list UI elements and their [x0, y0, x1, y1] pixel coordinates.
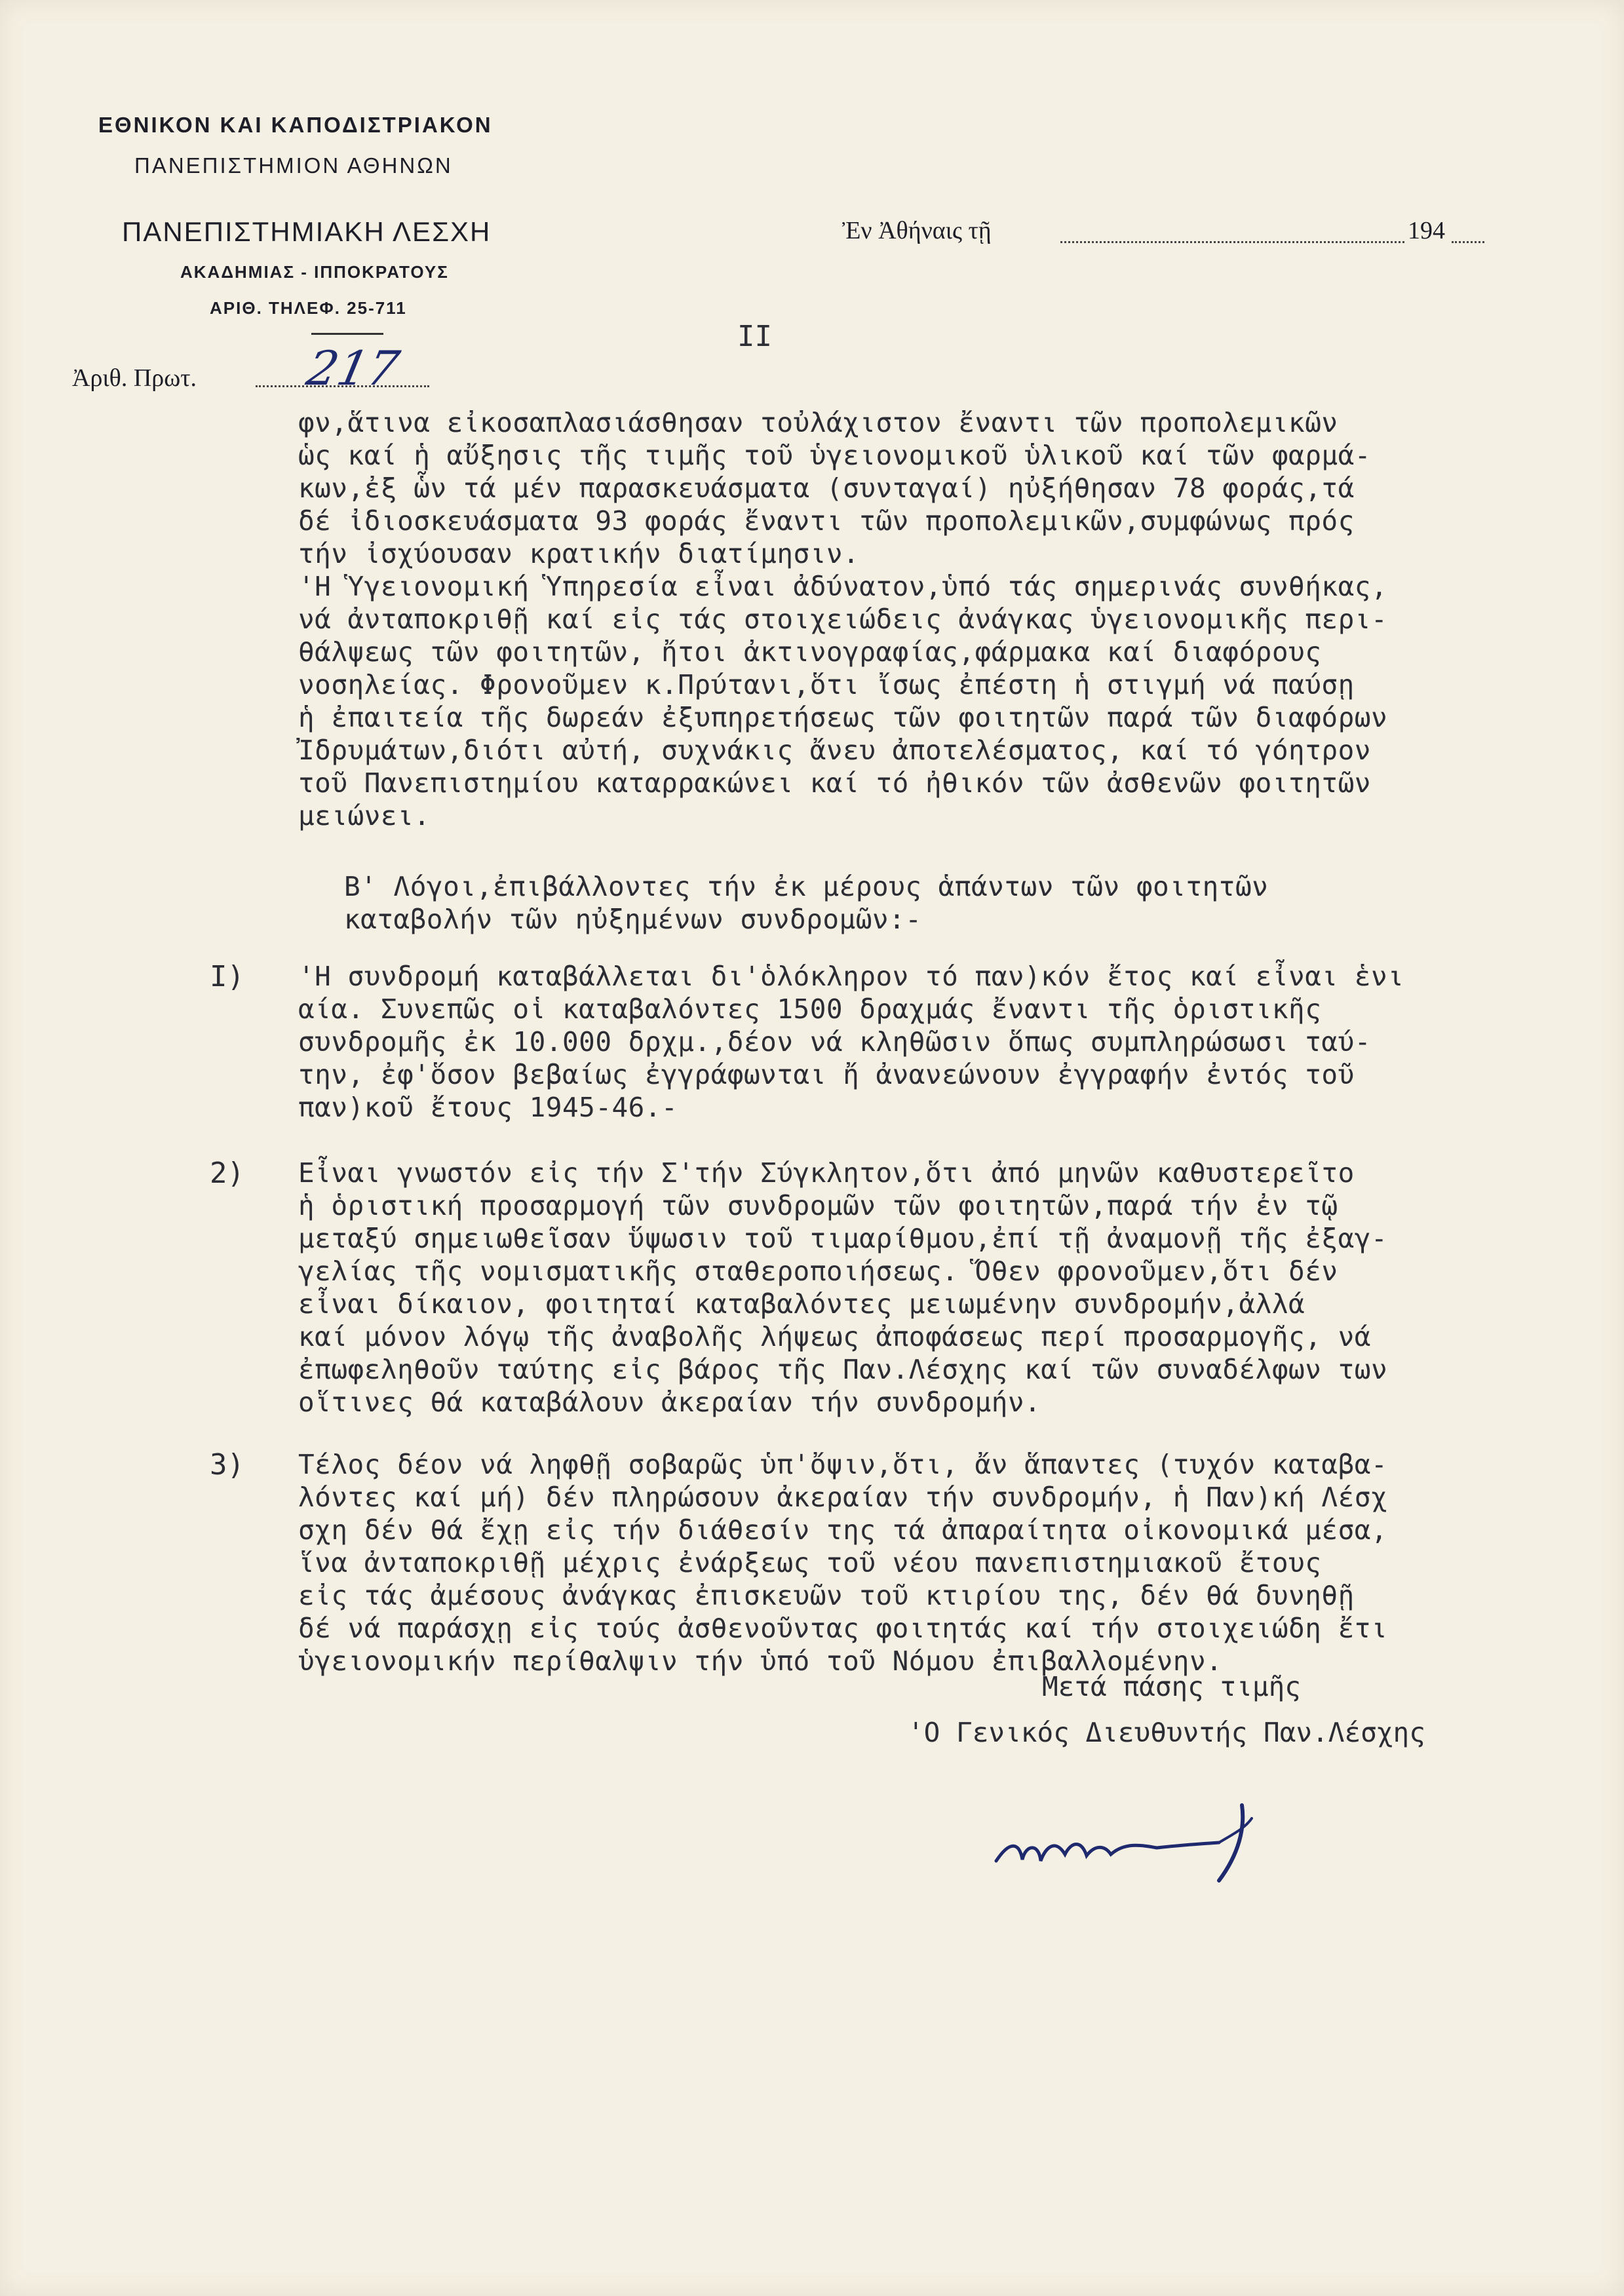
item-number: 3): [210, 1448, 244, 1482]
date-dotted-line: [1060, 241, 1404, 243]
page-number: II: [737, 320, 772, 353]
university-name-line1: ΕΘΝΙΚΟΝ ΚΑΙ ΚΑΠΟΔΙΣΤΡΙΑΚΟΝ: [98, 113, 493, 137]
date-year: 194: [1408, 217, 1445, 244]
item-number: 2): [210, 1157, 244, 1190]
item-text: Εἶναι γνωστόν εἰς τήν Σ'τήν Σύγκλητον,ὅτι ἀπό μηνῶν καθυστερεῖτο ἡ ὁριστική προσαρμογή τῶν συνδρομῶν τῶν φοιτητῶν,παρά τήν ἐν τῷ μεταξύ σημειωθεῖσαν ὕψωσιν τοῦ τιμαρίθμου,ἐπί τῇ ἀναμονῇ τῆς ἐξαγ- γελίας τῆς νομισματικῆς σταθεροποιήσεως. Ὅθεν φρονοῦμεν,ὅτι δέν εἶναι δίκαιον, φοιτηταί καταβαλόντες μειωμένην συνδρομήν,ἀλλά καί μόνον λόγῳ τῆς ἀναβολῆς λήψεως ἀποφάσεως περί προσαρμογῆς, νά ἐπωφεληθοῦν ταύτης εἰς βάρος τῆς Παν.Λέσχης καί τῶν συναδέλφων των οἵτινες θά καταβάλουν ἀκεραίαν τήν συνδρομήν.: [298, 1157, 1388, 1418]
protocol-label: Ἀριθ. Πρωτ.: [72, 364, 197, 392]
date-label: Ἐν Ἀθήναις τῇ: [842, 217, 992, 244]
section-b-heading: Β' Λόγοι,ἐπιβάλλοντες τήν ἐκ μέρους ἁπάντων τῶν φοιτητῶν καταβολήν τῶν ηὐξημένων συνδρομῶν:-: [344, 871, 1269, 935]
signer-title: 'Ο Γενικός Διευθυντής Παν.Λέσχης: [908, 1717, 1425, 1748]
handwritten-signature: [983, 1782, 1311, 1894]
item-number: I): [210, 960, 244, 993]
closing-salutation: Μετά πάσης τιμῆς: [1042, 1671, 1301, 1702]
club-name: ΠΑΝΕΠΙΣΤΗΜΙΑΚΗ ΛΕΣΧΗ: [122, 216, 492, 247]
letterhead-divider: [311, 333, 383, 335]
club-phone: ΑΡΙΘ. ΤΗΛΕΦ. 25-711: [210, 298, 407, 318]
university-name-line2: ΠΑΝΕΠΙΣΤΗΜΙΟΝ ΑΘΗΝΩΝ: [134, 153, 453, 178]
club-address: ΑΚΑΔΗΜΙΑΣ - ΙΠΠΟΚΡΑΤΟΥΣ: [180, 262, 449, 282]
body-paragraph: φν,ἅτινα εἰκοσαπλασιάσθησαν τοὐλάχιστον ἔναντι τῶν προπολεμικῶν ὡς καί ἡ αὔξησις τῆς τιμῆς τοῦ ὑγειονομικοῦ ὑλικοῦ καί τῶν φαρμά- κων,ἐξ ὧν τά μέν παρασκευάσματα (συνταγαί) ηὐξήθησαν 78 φοράς,τά δέ ἰδιοσκευάσματα 93 φοράς ἔναντι τῶν προπολεμικῶν,συμφώνως πρός τήν ἰσχύουσαν κρατικήν διατίμησιν. 'Η Ὑγειονομική Ὑπηρεσία εἶναι ἀδύνατον,ὑπό τάς σημερινάς συνθήκας, νά ἀνταποκριθῇ καί εἰς τάς στοιχειώδεις ἀνάγκας ὑγειονομικῆς περι- θάλψεως τῶν φοιτητῶν, ἤτοι ἀκτινογραφίας,φάρμακα καί διαφόρους νοσηλείας. Φρονοῦμεν κ.Πρύτανι,ὅτι ἴσως ἐπέστη ἡ στιγμή νά παύσῃ ἡ ἐπαιτεία τῆς δωρεάν ἐξυπηρετήσεως τῶν φοιτητῶν παρά τῶν διαφόρων Ἰδρυμάτων,διότι αὐτή, συχνάκις ἄνευ ἀποτελέσματος, καί τό γόητρον τοῦ Πανεπιστημίου καταρρακώνει καί τό ἠθικόν τῶν ἀσθενῶν φοιτητῶν μειώνει.: [298, 407, 1388, 832]
item-text: Τέλος δέον νά ληφθῇ σοβαρῶς ὑπ'ὄψιν,ὅτι, ἄν ἅπαντες (τυχόν καταβα- λόντες καί μή) δέν πληρώσουν ἀκεραίαν τήν συνδρομήν, ἡ Παν)κή Λέσχ σχη δέν θά ἔχῃ εἰς τήν διάθεσίν της τά ἀπαραίτητα οἰκονομικά μέσα, ἵνα ἀνταποκριθῇ μέχρις ἐνάρξεως τοῦ νέου πανεπιστημιακοῦ ἔτους εἰς τάς ἀμέσους ἀνάγκας ἐπισκευῶν τοῦ κτιρίου της, δέν θά δυνηθῇ δέ νά παράσχῃ εἰς τούς ἀσθενοῦντας φοιτητάς καί τήν στοιχειώδη ἔτι ὑγειονομικήν περίθαλψιν τήν ὑπό τοῦ Νόμου ἐπιβαλλομένην.: [298, 1449, 1388, 1677]
protocol-number: 217: [302, 341, 404, 396]
date-year-dotted-line: [1452, 241, 1484, 243]
item-text: 'Η συνδρομή καταβάλλεται δι'ὁλόκληρον τό παν)κόν ἔτος καί εἶναι ἑνι αία. Συνεπῶς οἱ καταβαλόντες 1500 δραχμάς ἔναντι τῆς ὁριστικῆς συνδρομῆς ἐκ 10.000 δρχμ.,δέον νά κληθῶσιν ὅπως συμπληρώσωσι ταύ- την, ἐφ'ὅσον βεβαίως ἐγγράφωνται ἤ ἀνανεώνουν ἐγγραφήν ἐντός τοῦ παν)κοῦ ἔτους 1945-46.-: [298, 961, 1404, 1123]
